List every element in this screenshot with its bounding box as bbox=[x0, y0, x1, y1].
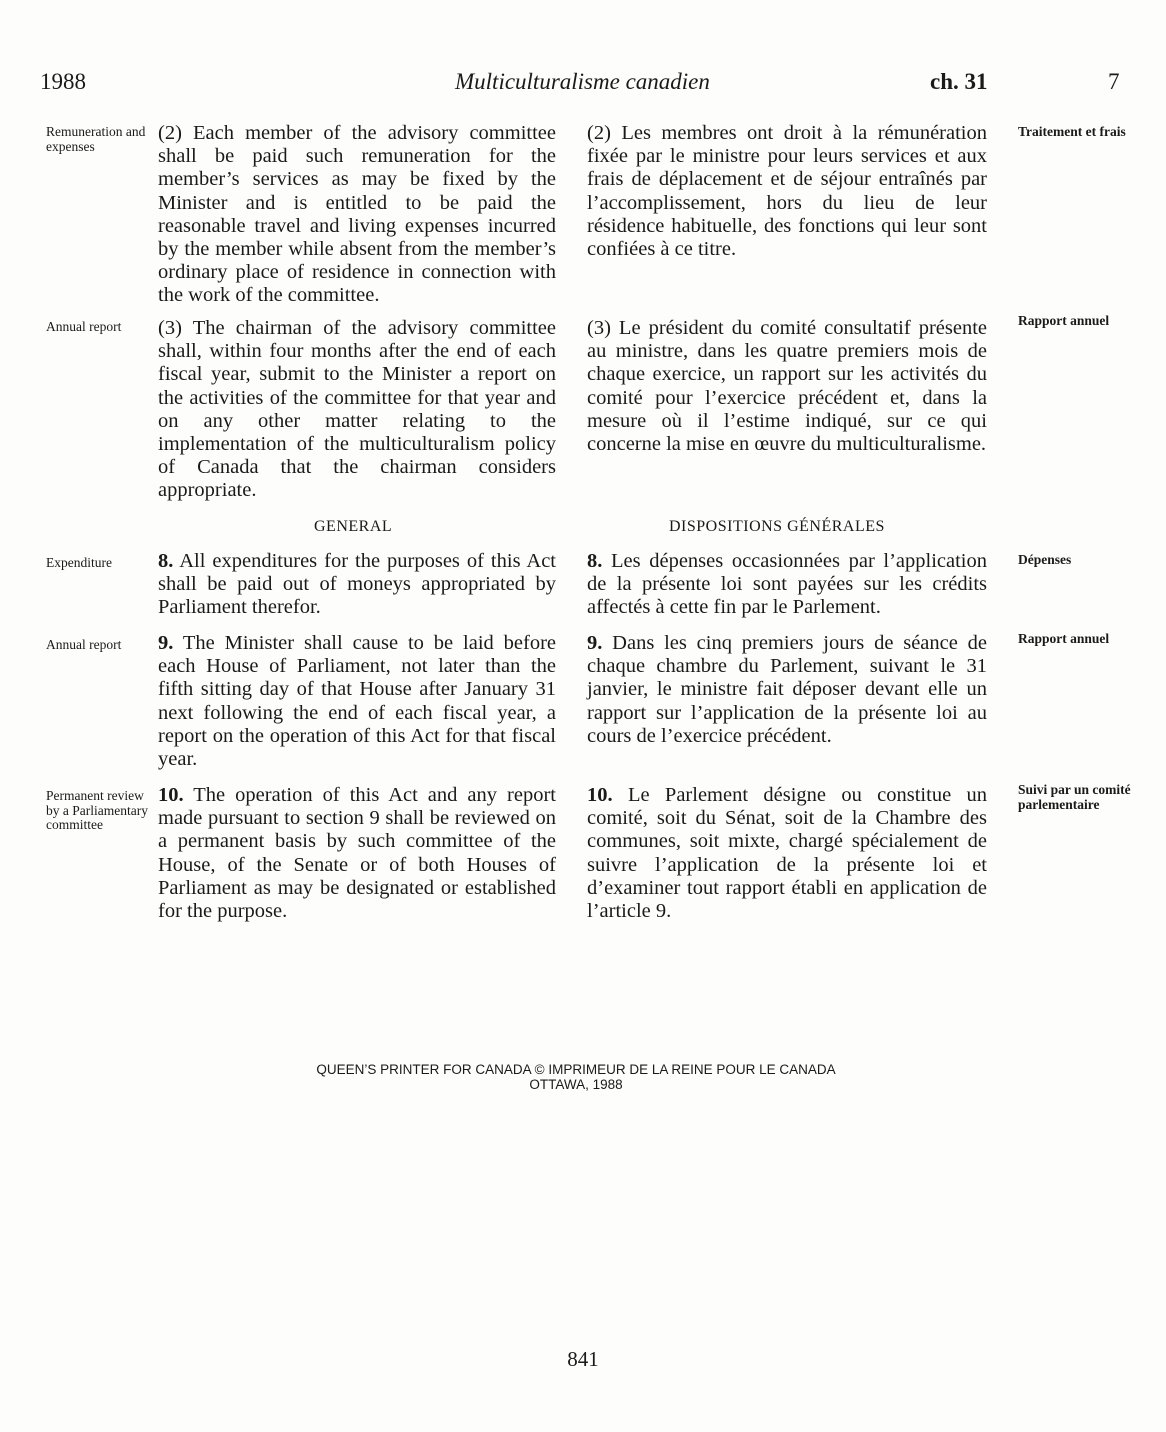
margin-note-en: Permanent review by a Parliamentary committee bbox=[46, 788, 148, 832]
section-body-fr: Dans les cinq premiers jours de séance de chaque chambre du Parlement, suivant le 31 janvier, le ministre fait déposer devant elle un rapport sur l’application de la présente loi au cours de l’exercice précédent. bbox=[587, 632, 987, 747]
footer-line-1: QUEEN’S PRINTER FOR CANADA © IMPRIMEUR DE LA REINE POUR LE CANADA bbox=[316, 1062, 836, 1077]
section-text-fr bbox=[587, 784, 987, 923]
section-number-en: 8. bbox=[158, 550, 174, 572]
section-body-fr: Le Parlement désigne ou constitue un comité, soit du Sénat, soit de la Chambre des communes, soit mixte, chargé spécialement de suivre l’application de la présente loi et d’examiner tout rapport établi en application de l’article 9. bbox=[587, 784, 988, 923]
page-number: 841 bbox=[567, 1347, 599, 1371]
section-text-fr bbox=[587, 632, 987, 748]
section-text-fr bbox=[587, 122, 987, 261]
margin-note-fr: Rapport annuel bbox=[1018, 313, 1110, 328]
heading-general-en: GENERAL bbox=[314, 518, 393, 535]
printer-footer bbox=[0, 1062, 1166, 1092]
section-text-fr bbox=[587, 550, 987, 620]
section-body-fr: (3) Le président du comité consultatif présente au ministre, dans les quatre premiers mois de chaque exercice, un rapport sur les activités du comité pour l’exercice précédent et, dans la mesure où il l’estime indiqué, sur ce qui concerne la mise en œuvre du multiculturalisme. bbox=[587, 317, 987, 456]
section-number-fr: 9. bbox=[587, 632, 603, 654]
margin-note-fr: Suivi par un comité parlementaire bbox=[1018, 782, 1131, 812]
section-number-fr: 8. bbox=[587, 550, 603, 572]
section-body-en: All expenditures for the purposes of this Act shall be paid out of moneys appropriated by Parliament therefor. bbox=[158, 550, 557, 619]
margin-note-en: Annual report bbox=[46, 319, 122, 334]
section-body-en: (2) Each member of the advisory committee shall be paid such remuneration for the member’s services as may be fixed by the Minister and is entitled to be paid the reasonable travel and living expenses incurred by the member while absent from the member’s ordinary place of residence in connection with the work of the committee. bbox=[158, 122, 556, 307]
section-number-en: 9. bbox=[158, 632, 174, 654]
header-year: 1988 bbox=[40, 69, 86, 94]
section-text-en bbox=[158, 317, 556, 503]
heading-general-fr: DISPOSITIONS GÉNÉRALES bbox=[669, 518, 885, 535]
section-number-fr: 10. bbox=[587, 784, 613, 806]
margin-note-fr: Rapport annuel bbox=[1018, 631, 1110, 646]
section-text-fr bbox=[587, 317, 987, 456]
section-text-en bbox=[158, 122, 556, 308]
section-body-en: (3) The chairman of the advisory committee shall, within four months after the end of each fiscal year, submit to the Minister a report on the activities of the committee for that year and on any other matter relating to the implementation of the multiculturalism policy of Canada that the chairman considers appropriate. bbox=[158, 317, 556, 502]
section-number-en: 10. bbox=[158, 784, 184, 806]
margin-note-en: Annual report bbox=[46, 637, 122, 652]
section-body-en: The operation of this Act and any report made pursuant to section 9 shall be reviewed on a permanent basis by such committee of the House, of the Senate or of both Houses of Parliament as may be designated or established for the purpose. bbox=[158, 784, 556, 923]
margin-note-en: Expenditure bbox=[46, 555, 112, 570]
section-text-en bbox=[158, 550, 556, 620]
footer-line-2: OTTAWA, 1988 bbox=[529, 1077, 623, 1092]
section-body-fr: Les dépenses occasionnées par l’application de la présente loi sont payées sur les crédits affectés à cette fin par le Parlement. bbox=[587, 550, 987, 619]
section-text-en bbox=[158, 784, 556, 923]
section-text-en bbox=[158, 632, 556, 771]
section-body-en: The Minister shall cause to be laid before each House of Parliament, not later than the fifth sitting day of that House after January 31 next following the end of each fiscal year, a report on the operation of this Act for that fiscal year. bbox=[158, 632, 556, 771]
header-title: Multiculturalisme canadien bbox=[455, 69, 710, 94]
margin-note-en: Remuneration and expenses bbox=[46, 124, 146, 154]
margin-note-fr: Dépenses bbox=[1018, 552, 1072, 567]
margin-note-fr: Traitement et frais bbox=[1018, 124, 1126, 139]
section-body-fr: (2) Les membres ont droit à la rémunération fixée par le ministre pour leurs services et aux frais de déplacement et de séjour entraînés par l’accomplissement, hors du lieu de leur résidence habituelle, des fonctions qui leur sont confiées à ce titre. bbox=[587, 122, 987, 261]
header-chapter: ch. 31 bbox=[930, 69, 988, 94]
header-page-number: 7 bbox=[1108, 69, 1120, 94]
